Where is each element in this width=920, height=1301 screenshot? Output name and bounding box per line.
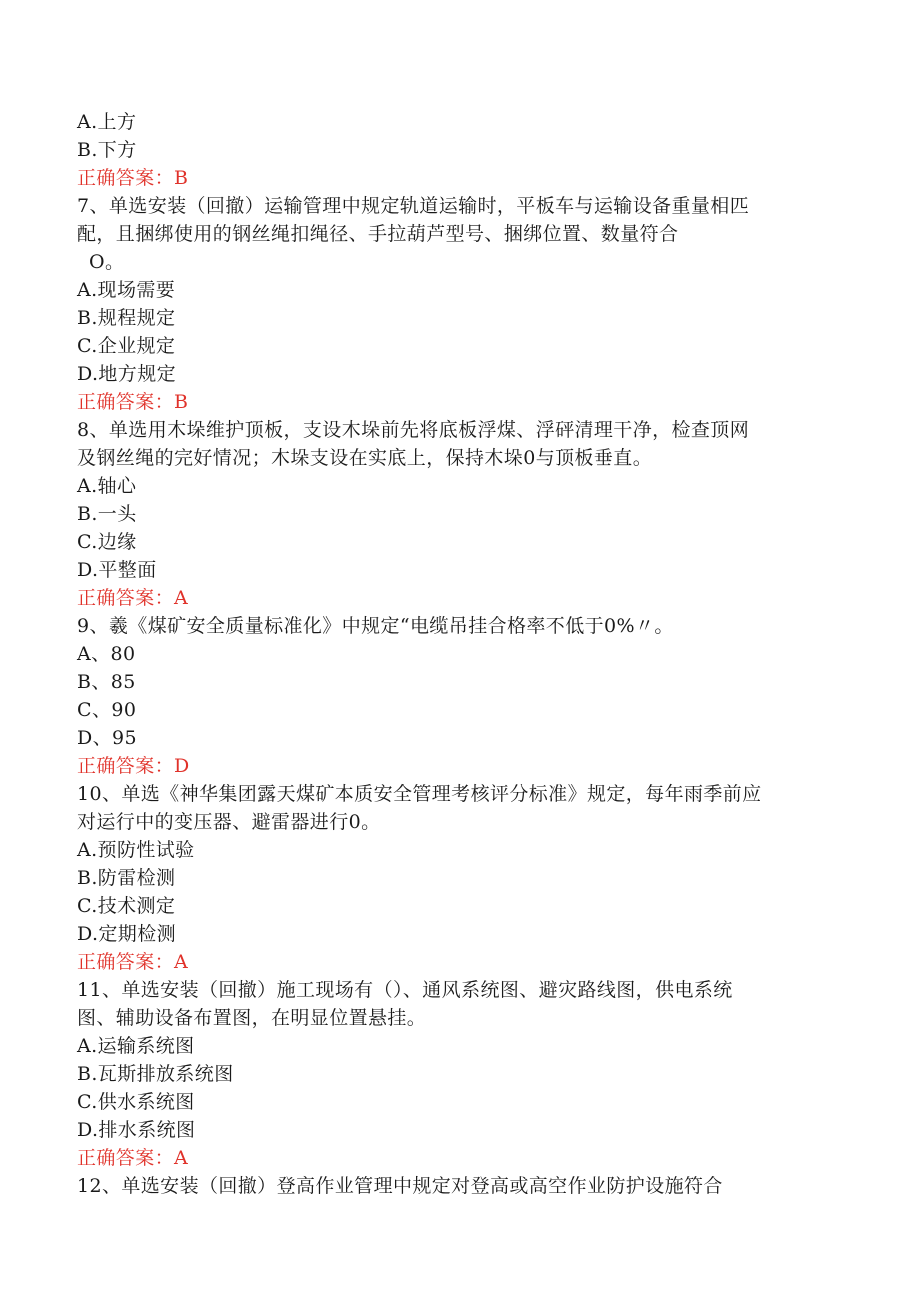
option-line: B.瓦斯排放系统图 <box>77 1063 234 1085</box>
option-line: C、90 <box>77 699 137 721</box>
option-line: A.预防性试验 <box>77 839 195 861</box>
answer-line: 正确答案：A <box>77 951 189 973</box>
question-list <box>77 108 847 1200</box>
option-line: B.一头 <box>77 503 137 525</box>
option-line: B、85 <box>77 671 136 693</box>
option-line: C.企业规定 <box>77 335 176 357</box>
question-line: 10、单选《神华集团露天煤矿本质安全管理考核评分标准》规定，每年雨季前应 <box>77 783 762 805</box>
option-line: D.排水系统图 <box>77 1119 196 1141</box>
option-line: A.轴心 <box>77 475 137 497</box>
option-line: C.边缘 <box>77 531 137 553</box>
option-line: A.上方 <box>77 111 137 133</box>
answer-line: 正确答案：B <box>77 167 189 189</box>
option-line: C.技术测定 <box>77 895 176 917</box>
answer-line: 正确答案：A <box>77 1147 189 1169</box>
question-line: 11、单选安装（回撤）施工现场有（）、通风系统图、避灾路线图，供电系统 <box>77 979 733 1001</box>
question-line: 9、羲《煤矿安全质量标准化》中规定“电缆吊挂合格率不低于0%〃。 <box>77 615 674 637</box>
question-line: 配，且捆绑使用的钢丝绳扣绳径、手拉葫芦型号、捆绑位置、数量符合 <box>77 223 679 245</box>
answer-line: 正确答案：D <box>77 755 190 777</box>
option-line: A、80 <box>77 643 136 665</box>
option-line: A.运输系统图 <box>77 1035 195 1057</box>
option-line: B.防雷检测 <box>77 867 176 889</box>
question-line: 图、辅助设备布置图，在明显位置悬挂。 <box>77 1007 427 1029</box>
option-line: D.定期检测 <box>77 923 176 945</box>
option-line: B.规程规定 <box>77 307 176 329</box>
option-line: B.下方 <box>77 139 137 161</box>
option-line: A.现场需要 <box>77 279 176 301</box>
question-line: 8、单选用木垛维护顶板，支设木垛前先将底板浮煤、浮砰清理干净，检查顶网 <box>77 419 750 441</box>
option-line: D.地方规定 <box>77 363 176 385</box>
question-line: 12、单选安装（回撤）登高作业管理中规定对登高或高空作业防护设施符合 <box>77 1175 723 1197</box>
answer-line: 正确答案：A <box>77 587 189 609</box>
question-line: 对运行中的变压器、避雷器进行0。 <box>77 811 381 833</box>
question-line: 及钢丝绳的完好情况；木垛支设在实底上，保持木垛0与顶板垂直。 <box>77 447 653 469</box>
question-line: 7、单选安装（回撤）运输管理中规定轨道运输时，平板车与运输设备重量相匹 <box>77 195 750 217</box>
answer-line: 正确答案：B <box>77 391 189 413</box>
option-line: D.平整面 <box>77 559 157 581</box>
option-line: C.供水系统图 <box>77 1091 195 1113</box>
option-line: D、95 <box>77 727 138 749</box>
question-continuation: O。 <box>89 251 125 273</box>
